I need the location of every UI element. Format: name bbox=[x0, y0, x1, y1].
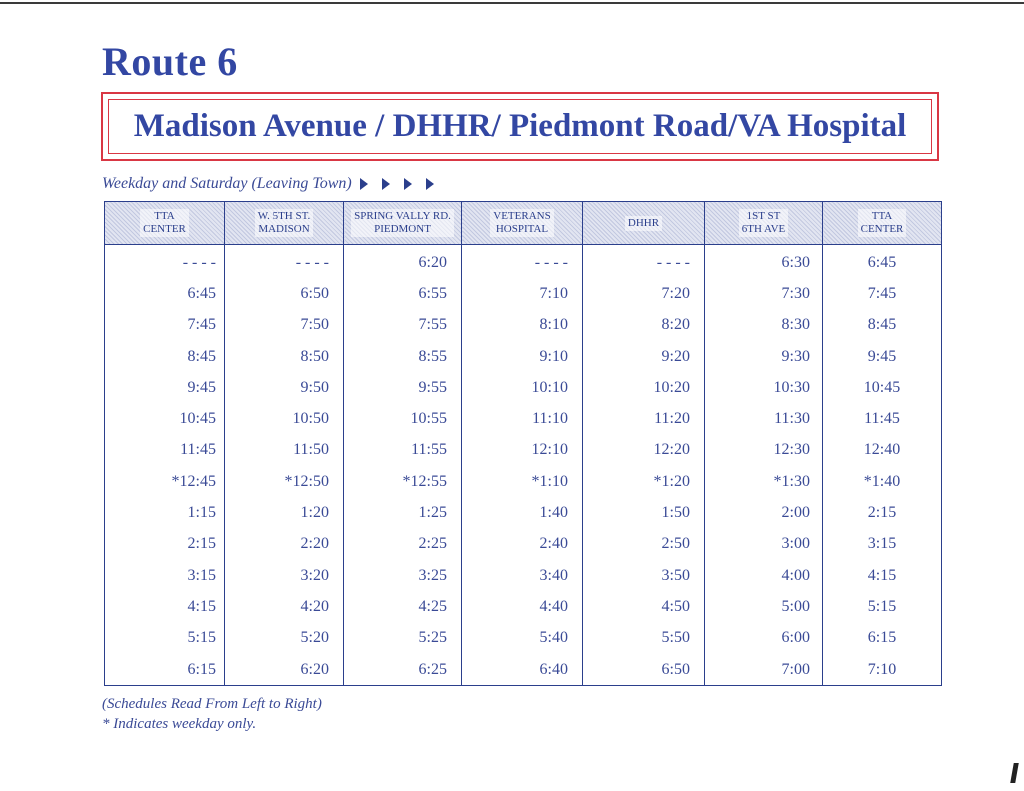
table-row bbox=[105, 435, 942, 466]
time-cell: 2:50 bbox=[583, 529, 705, 560]
time-cell: 9:45 bbox=[105, 372, 225, 403]
column-header bbox=[462, 202, 583, 245]
time-cell: - - - - bbox=[583, 245, 705, 279]
right-arrow-icon bbox=[382, 178, 390, 190]
note-read-direction: (Schedules Read From Left to Right) bbox=[102, 696, 322, 712]
column-header-label: SPRING VALLY RD. PIEDMONT bbox=[351, 209, 454, 237]
time-cell: 7:55 bbox=[344, 310, 462, 341]
table-row bbox=[105, 623, 942, 654]
time-cell: 12:20 bbox=[583, 435, 705, 466]
top-rule bbox=[0, 2, 1024, 4]
column-header-label: W. 5TH ST. MADISON bbox=[255, 209, 314, 237]
table-row bbox=[105, 591, 942, 622]
time-cell: 11:20 bbox=[583, 403, 705, 434]
right-arrow-icon bbox=[404, 178, 412, 190]
column-header-label: TTA CENTER bbox=[858, 209, 907, 237]
time-cell: *1:10 bbox=[462, 466, 583, 497]
time-cell: 7:10 bbox=[823, 654, 942, 686]
note-weekday-only: * Indicates weekday only. bbox=[102, 716, 257, 732]
time-cell: 4:00 bbox=[705, 560, 823, 591]
time-cell: 3:20 bbox=[225, 560, 344, 591]
time-cell: 2:00 bbox=[705, 497, 823, 528]
time-cell: 7:00 bbox=[705, 654, 823, 686]
time-cell: 3:15 bbox=[823, 529, 942, 560]
column-header-label: VETERANS HOSPITAL bbox=[490, 209, 553, 237]
column-header-label: DHHR bbox=[625, 216, 662, 231]
time-cell: 3:15 bbox=[105, 560, 225, 591]
time-cell: 9:50 bbox=[225, 372, 344, 403]
time-cell: 6:15 bbox=[105, 654, 225, 686]
time-cell: 5:50 bbox=[583, 623, 705, 654]
time-cell: 1:50 bbox=[583, 497, 705, 528]
time-cell: *1:30 bbox=[705, 466, 823, 497]
time-cell: *1:40 bbox=[823, 466, 942, 497]
time-cell: - - - - bbox=[225, 245, 344, 279]
time-cell: 11:30 bbox=[705, 403, 823, 434]
column-header bbox=[225, 202, 344, 245]
time-cell: 8:45 bbox=[823, 310, 942, 341]
time-cell: 10:20 bbox=[583, 372, 705, 403]
schedule-table bbox=[104, 201, 942, 686]
table-row bbox=[105, 560, 942, 591]
table-row bbox=[105, 497, 942, 528]
time-cell: - - - - bbox=[462, 245, 583, 279]
time-cell: 1:20 bbox=[225, 497, 344, 528]
time-cell: 5:15 bbox=[823, 591, 942, 622]
time-cell: 10:45 bbox=[105, 403, 225, 434]
time-cell: 6:20 bbox=[225, 654, 344, 686]
schedule-body bbox=[105, 245, 942, 686]
time-cell: 7:30 bbox=[705, 278, 823, 309]
table-row bbox=[105, 654, 942, 686]
time-cell: 9:55 bbox=[344, 372, 462, 403]
time-cell: 8:30 bbox=[705, 310, 823, 341]
table-row bbox=[105, 310, 942, 341]
time-cell: 9:20 bbox=[583, 341, 705, 372]
route-banner-title: Madison Avenue / DHHR/ Piedmont Road/VA Hospital bbox=[133, 108, 907, 144]
direction-line bbox=[102, 175, 448, 193]
time-cell: 7:50 bbox=[225, 310, 344, 341]
right-arrow-icon bbox=[426, 178, 434, 190]
time-cell: 6:45 bbox=[105, 278, 225, 309]
time-cell: 10:30 bbox=[705, 372, 823, 403]
time-cell: 3:25 bbox=[344, 560, 462, 591]
time-cell: 10:45 bbox=[823, 372, 942, 403]
table-row bbox=[105, 372, 942, 403]
time-cell: 4:40 bbox=[462, 591, 583, 622]
time-cell: 6:00 bbox=[705, 623, 823, 654]
table-row bbox=[105, 466, 942, 497]
time-cell: 5:00 bbox=[705, 591, 823, 622]
time-cell: 1:25 bbox=[344, 497, 462, 528]
time-cell: 11:55 bbox=[344, 435, 462, 466]
time-cell: 6:25 bbox=[344, 654, 462, 686]
column-header-label: 1ST ST 6TH AVE bbox=[739, 209, 789, 237]
scan-mark bbox=[1010, 763, 1019, 783]
time-cell: 4:50 bbox=[583, 591, 705, 622]
right-arrow-icon bbox=[360, 178, 368, 190]
time-cell: 2:15 bbox=[823, 497, 942, 528]
time-cell: 7:20 bbox=[583, 278, 705, 309]
time-cell: 8:10 bbox=[462, 310, 583, 341]
direction-label: Weekday and Saturday (Leaving Town) bbox=[102, 175, 352, 192]
schedule-header-row bbox=[105, 202, 942, 245]
time-cell: 11:50 bbox=[225, 435, 344, 466]
table-row bbox=[105, 245, 942, 279]
time-cell: 9:10 bbox=[462, 341, 583, 372]
time-cell: 4:15 bbox=[105, 591, 225, 622]
time-cell: 6:50 bbox=[583, 654, 705, 686]
time-cell: 9:45 bbox=[823, 341, 942, 372]
route-banner bbox=[101, 92, 939, 161]
time-cell: 3:40 bbox=[462, 560, 583, 591]
column-header-label: TTA CENTER bbox=[140, 209, 189, 237]
time-cell: 10:50 bbox=[225, 403, 344, 434]
time-cell: - - - - bbox=[105, 245, 225, 279]
time-cell: 1:15 bbox=[105, 497, 225, 528]
time-cell: 6:55 bbox=[344, 278, 462, 309]
table-row bbox=[105, 341, 942, 372]
time-cell: 11:10 bbox=[462, 403, 583, 434]
time-cell: 2:15 bbox=[105, 529, 225, 560]
time-cell: 12:40 bbox=[823, 435, 942, 466]
time-cell: 6:40 bbox=[462, 654, 583, 686]
time-cell: 4:15 bbox=[823, 560, 942, 591]
time-cell: 2:25 bbox=[344, 529, 462, 560]
time-cell: 7:45 bbox=[823, 278, 942, 309]
time-cell: 10:55 bbox=[344, 403, 462, 434]
time-cell: 5:20 bbox=[225, 623, 344, 654]
time-cell: 3:50 bbox=[583, 560, 705, 591]
column-header bbox=[705, 202, 823, 245]
column-header bbox=[583, 202, 705, 245]
time-cell: 1:40 bbox=[462, 497, 583, 528]
column-header bbox=[344, 202, 462, 245]
time-cell: 6:20 bbox=[344, 245, 462, 279]
time-cell: 12:10 bbox=[462, 435, 583, 466]
time-cell: *12:55 bbox=[344, 466, 462, 497]
time-cell: *1:20 bbox=[583, 466, 705, 497]
time-cell: 2:40 bbox=[462, 529, 583, 560]
column-header bbox=[105, 202, 225, 245]
time-cell: 7:45 bbox=[105, 310, 225, 341]
route-banner-inner bbox=[108, 99, 932, 154]
time-cell: 2:20 bbox=[225, 529, 344, 560]
time-cell: 5:40 bbox=[462, 623, 583, 654]
time-cell: 12:30 bbox=[705, 435, 823, 466]
time-cell: 8:55 bbox=[344, 341, 462, 372]
table-row bbox=[105, 403, 942, 434]
time-cell: 6:30 bbox=[705, 245, 823, 279]
time-cell: 4:25 bbox=[344, 591, 462, 622]
table-row bbox=[105, 278, 942, 309]
time-cell: 6:45 bbox=[823, 245, 942, 279]
table-row bbox=[105, 529, 942, 560]
time-cell: 11:45 bbox=[105, 435, 225, 466]
route-title: Route 6 bbox=[102, 39, 238, 84]
time-cell: 6:15 bbox=[823, 623, 942, 654]
direction-arrows bbox=[360, 178, 448, 190]
time-cell: 5:25 bbox=[344, 623, 462, 654]
time-cell: 9:30 bbox=[705, 341, 823, 372]
time-cell: 11:45 bbox=[823, 403, 942, 434]
time-cell: 4:20 bbox=[225, 591, 344, 622]
column-header bbox=[823, 202, 942, 245]
time-cell: 6:50 bbox=[225, 278, 344, 309]
time-cell: *12:50 bbox=[225, 466, 344, 497]
time-cell: 8:20 bbox=[583, 310, 705, 341]
time-cell: 7:10 bbox=[462, 278, 583, 309]
time-cell: 8:50 bbox=[225, 341, 344, 372]
time-cell: 5:15 bbox=[105, 623, 225, 654]
time-cell: 10:10 bbox=[462, 372, 583, 403]
time-cell: 3:00 bbox=[705, 529, 823, 560]
time-cell: 8:45 bbox=[105, 341, 225, 372]
time-cell: *12:45 bbox=[105, 466, 225, 497]
